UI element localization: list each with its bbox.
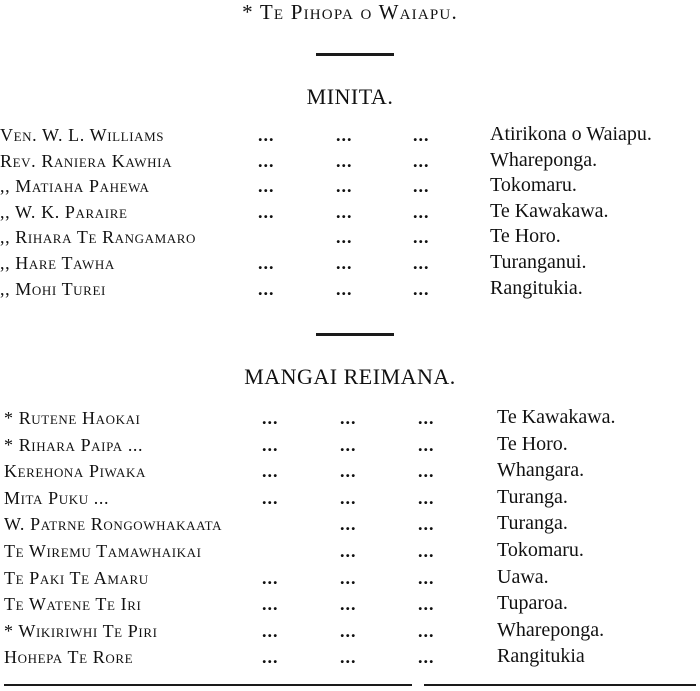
- leader-dots: ...: [340, 434, 357, 455]
- place-name: Turanga.: [497, 512, 568, 535]
- leader-dots: ...: [340, 408, 357, 428]
- leader-dots: ...: [413, 227, 430, 248]
- leader-dots: ...: [336, 125, 353, 145]
- person-name: * Rutene Haokai: [4, 408, 141, 428]
- bottom-rule-left: [4, 684, 412, 686]
- leader-dots: ...: [418, 461, 435, 482]
- mangai-row: [0, 647, 700, 671]
- leader-dots: ...: [336, 278, 353, 299]
- person-name: * Rihara Paipa ...: [4, 434, 144, 455]
- person-name: Te Wiremu Tamawhaikai: [4, 541, 202, 561]
- leader-dots: ...: [413, 125, 430, 145]
- place-name: Rangitukia: [497, 645, 585, 668]
- bottom-rule-right: [424, 684, 696, 686]
- person-name: Te Paki Te Amaru: [4, 567, 149, 588]
- mangai-row: [0, 408, 700, 432]
- minita-row: [0, 253, 700, 277]
- minita-row: [0, 148, 700, 175]
- place-name: Tokomaru.: [497, 539, 584, 561]
- leader-dots: ...: [336, 150, 353, 171]
- place-name: Whareponga.: [490, 148, 598, 171]
- leader-dots: ...: [262, 434, 279, 455]
- place-name: Te Kawakawa.: [490, 199, 609, 222]
- person-name: ,, Hare Tawha: [0, 253, 115, 273]
- leader-dots: ...: [262, 408, 279, 428]
- leader-dots: ...: [418, 434, 435, 455]
- leader-dots: ...: [413, 176, 430, 197]
- mangai-row: [0, 514, 700, 538]
- leader-dots: ...: [413, 201, 430, 222]
- leader-dots: ...: [336, 201, 353, 222]
- mangai-row: [0, 461, 700, 485]
- place-name: Tuparoa.: [497, 592, 568, 615]
- leader-dots: ...: [258, 150, 275, 171]
- place-name: Te Horo.: [497, 432, 568, 455]
- place-name: Atirikona o Waiapu.: [490, 123, 652, 145]
- person-name: W. Patrne Rongowhakaata: [4, 514, 223, 535]
- person-name: Kerehona Piwaka: [4, 461, 146, 482]
- person-name: Ven. W. L. Williams: [0, 125, 165, 145]
- place-name: Whangara.: [497, 459, 585, 482]
- mangai-row: [0, 618, 700, 645]
- mangai-row: [0, 565, 700, 592]
- leader-dots: ...: [418, 487, 435, 508]
- leader-dots: ...: [340, 461, 357, 482]
- minita-row: [0, 227, 700, 251]
- leader-dots: ...: [418, 408, 435, 428]
- leader-dots: ...: [418, 541, 435, 561]
- leader-dots: ...: [340, 541, 357, 561]
- leader-dots: ...: [336, 253, 353, 273]
- leader-dots: ...: [413, 253, 430, 273]
- leader-dots: ...: [340, 647, 357, 668]
- leader-dots: ...: [418, 514, 435, 535]
- person-name: ,, Matiaha Pahewa: [0, 176, 150, 197]
- mangai-row: [0, 541, 700, 565]
- leader-dots: ...: [340, 594, 357, 615]
- leader-dots: ...: [258, 278, 275, 299]
- leader-dots: ...: [258, 201, 275, 222]
- leader-dots: ...: [340, 487, 357, 508]
- place-name: Turanga.: [497, 485, 568, 508]
- leader-dots: ...: [258, 125, 275, 145]
- person-name: Rev. Raniera Kawhia: [0, 150, 173, 171]
- mangai-row: [0, 432, 700, 459]
- leader-dots: ...: [418, 567, 435, 588]
- place-name: Whareponga.: [497, 618, 605, 641]
- place-name: Te Horo.: [490, 225, 561, 248]
- person-name: * Wikiriwhi Te Piri: [4, 620, 158, 641]
- leader-dots: ...: [262, 461, 279, 482]
- place-name: Rangitukia.: [490, 276, 583, 299]
- leader-dots: ...: [262, 620, 279, 641]
- minita-row: [0, 276, 700, 303]
- leader-dots: ...: [413, 150, 430, 171]
- person-name: ,, Mohi Turei: [0, 278, 106, 299]
- minita-row: [0, 199, 700, 226]
- person-name: ,, W. K. Paraire: [0, 201, 128, 222]
- place-name: Turanganui.: [490, 251, 587, 273]
- leader-dots: ...: [418, 620, 435, 641]
- mangai-row: [0, 594, 700, 618]
- leader-dots: ...: [262, 647, 279, 668]
- leader-dots: ...: [258, 253, 275, 273]
- mangai-heading: MANGAI REIMANA.: [244, 364, 456, 389]
- person-name: Hohepa Te Rore: [4, 647, 134, 668]
- person-name: ,, Rihara Te Rangamaro: [0, 227, 197, 248]
- leader-dots: ...: [258, 176, 275, 197]
- divider-rule: [316, 53, 394, 56]
- minita-row: [0, 176, 700, 200]
- place-name: Tokomaru.: [490, 174, 577, 197]
- leader-dots: ...: [340, 514, 357, 535]
- place-name: Te Kawakawa.: [497, 406, 616, 428]
- person-name: Mita Puku ...: [4, 487, 110, 508]
- leader-dots: ...: [340, 620, 357, 641]
- leader-dots: ...: [418, 647, 435, 668]
- minita-row: [0, 125, 700, 149]
- leader-dots: ...: [418, 594, 435, 615]
- leader-dots: ...: [262, 594, 279, 615]
- leader-dots: ...: [262, 567, 279, 588]
- mangai-row: [0, 485, 700, 512]
- leader-dots: ...: [340, 567, 357, 588]
- place-name: Uawa.: [497, 565, 549, 588]
- leader-dots: ...: [262, 487, 279, 508]
- minita-heading: MINITA.: [306, 84, 394, 109]
- leader-dots: ...: [413, 278, 430, 299]
- leader-dots: ...: [336, 176, 353, 197]
- page-title: * Te Pihopa o Waiapu.: [242, 0, 458, 24]
- person-name: Te Watene Te Iri: [4, 594, 142, 615]
- divider-rule: [316, 333, 394, 336]
- leader-dots: ...: [336, 227, 353, 248]
